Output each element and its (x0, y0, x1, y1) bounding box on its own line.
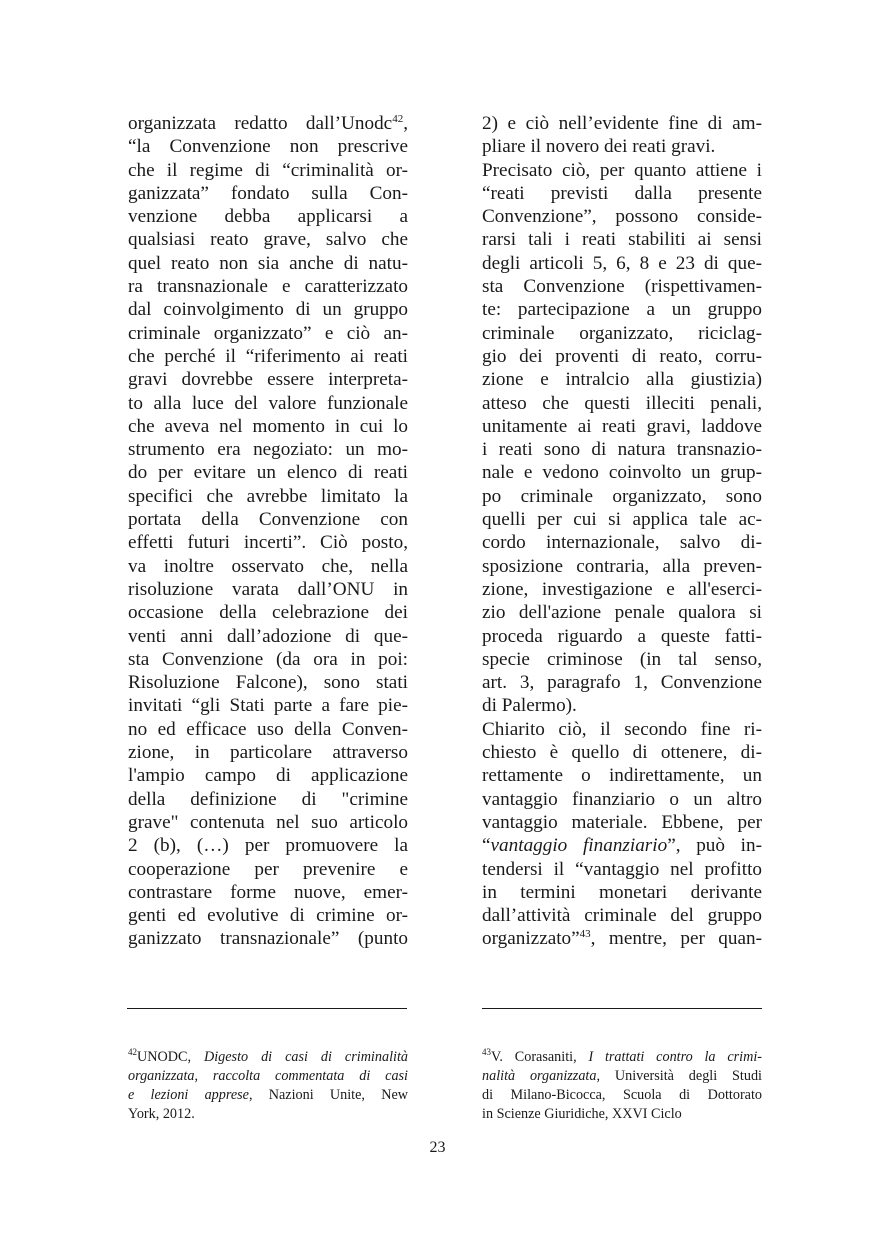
body-text-line: qualsiasi reato grave, salvo che (128, 229, 408, 251)
body-text-line: va inoltre osservato che, nella (128, 555, 408, 577)
body-text-line: sposizione contraria, alla preven- (482, 555, 762, 577)
footnote-line: $^{43}$V. Corasaniti, I trattati contro la crimi- (482, 1047, 762, 1065)
body-text-line: vantaggio materiale. Ebbene, per (482, 811, 762, 833)
body-text-line: della definizione di "crimine (128, 788, 408, 810)
body-text-line: unitamente ai reati gravi, laddove (482, 415, 762, 437)
italic-text: vantaggio finanziario (490, 835, 668, 857)
body-text-line: po criminale organizzato, sono (482, 485, 762, 507)
page-number: 23 (429, 1139, 446, 1156)
body-text-line: pliare il novero dei reati gravi. (482, 136, 716, 158)
body-text-line: rettamente o indirettamente, un (482, 765, 762, 787)
body-text-line: grave" contenuta nel suo articolo (128, 811, 408, 833)
body-text-line: sta Convenzione (rispettivamen- (482, 276, 762, 298)
body-text-line: degli articoli 5, 6, 8 e 23 di que- (482, 252, 762, 274)
body-text-line: organizzato”$^{43}$, mentre, per quan- (482, 928, 762, 950)
body-text-line: in termini monetari derivante (482, 881, 762, 903)
body-text-line: ra transnazionale e caratterizzato (128, 276, 408, 298)
footnote-43 (482, 1048, 762, 1124)
footnote-separator-right (482, 1008, 762, 1009)
body-text-line: 2) e ciò nell’evidente fine di am- (482, 113, 762, 134)
body-text-line: criminale organizzato, riciclag- (482, 322, 762, 344)
body-text-line: effetti futuri incerti”. Ciò posto, (128, 532, 408, 554)
body-column-left (128, 112, 408, 951)
footnote-line (128, 1067, 408, 1086)
body-text-line: to alla luce del valore funzionale (128, 392, 408, 414)
body-text-line: strumento era negoziato: un mo- (128, 439, 408, 461)
body-text-line: ganizzata” fondato sulla Con- (128, 182, 408, 204)
body-text-line: Chiarito ciò, il secondo fine ri- (482, 718, 762, 740)
footnote-reference[interactable]: 43 (579, 928, 591, 941)
body-text-line: Convenzione”, possono conside- (482, 206, 762, 228)
italic-text: I trattati contro la crimi- (588, 1049, 762, 1065)
italic-text: nalità organizzata (482, 1068, 597, 1084)
body-text-line: Precisato ciò, per quanto attiene i (482, 159, 762, 181)
body-text-line: criminale organizzato” e ciò an- (128, 322, 408, 344)
body-text-line: genti ed evolutive di crimine or- (128, 905, 408, 927)
body-column-right (482, 112, 762, 951)
body-text-line: ganizzato transnazionale” (punto (128, 928, 408, 950)
body-text-line: dall’attività criminale del gruppo (482, 905, 762, 927)
body-text-line: portata della Convenzione con (128, 509, 408, 531)
body-text-line: di Palermo). (482, 695, 577, 717)
body-text-line: specifici che avrebbe limitato la (128, 485, 408, 507)
footnote-line: in Scienze Giuridiche, XXVI Ciclo (482, 1106, 682, 1122)
footnote-separator-left (127, 1008, 407, 1009)
body-text-line: no ed efficace uso della Conven- (128, 718, 408, 740)
body-text-line: invitati “gli Stati parte a fare pie- (128, 695, 408, 717)
body-text-line: occasione della celebrazione dei (128, 602, 408, 624)
body-text-line: quel reato non sia anche di natu- (128, 252, 408, 274)
footnote-marker: 43 (482, 1047, 491, 1057)
body-text-line: vantaggio finanziario o un altro (482, 788, 762, 810)
body-text-line: cordo internazionale, salvo di- (482, 532, 762, 554)
body-text-line: che perché il “riferimento ai reati (128, 345, 408, 367)
body-text-line: rarsi tali i reati stabiliti ai sensi (482, 229, 762, 251)
body-text-line: quelli per cui si applica tale ac- (482, 509, 762, 531)
italic-text: Digesto di casi di criminalità (203, 1049, 408, 1065)
footnote-line: York, 2012. (128, 1106, 195, 1122)
body-text-line: zione, investigazione e all'eserci- (482, 578, 762, 600)
body-text-line: “la Convenzione non prescrive (128, 136, 408, 158)
body-text-line: i reati sono di natura transnazio- (482, 439, 762, 461)
body-text-line: che aveva nel momento in cui lo (128, 415, 408, 437)
body-text-line: specie criminose (in tal senso, (482, 648, 762, 670)
body-text-line: chiesto è quello di ottenere, di- (482, 742, 762, 764)
footnote-line: nalità organizzata, Università degli Studi (482, 1068, 762, 1084)
body-text-line: contrastare forme nuove, emer- (128, 881, 408, 903)
body-text-line: che il regime di “criminalità or- (128, 159, 408, 181)
body-text-line: venzione debba applicarsi a (128, 206, 408, 228)
body-text-line: organizzata redatto dall’Unodc$^{42}$, (128, 113, 408, 134)
body-text-line: dal coinvolgimento di un gruppo (128, 299, 408, 321)
body-text-line: art. 3, paragrafo 1, Convenzione (482, 672, 762, 694)
body-text-line: “vantaggio finanziario”, può in- (482, 835, 762, 857)
body-text-line: nale e vedono coinvolto un grup- (482, 462, 762, 484)
footnote-line: $^{42}$UNODC, Digesto di casi di criminalità (128, 1047, 408, 1065)
italic-text: organizzata, raccolta commentata di casi (128, 1068, 408, 1084)
body-text-line: 2 (b), (…) per promuovere la (128, 835, 408, 857)
footnote-reference[interactable]: 42 (392, 113, 404, 125)
body-text-line: “reati previsti dalla presente (482, 182, 762, 204)
body-text-line: gravi dovrebbe essere interpreta- (128, 369, 408, 391)
body-text-line: venti anni dall’adozione di que- (128, 625, 408, 647)
body-text-line: te: partecipazione a un gruppo (482, 299, 762, 321)
body-text-line: cooperazione per prevenire e (128, 858, 408, 880)
footnote-line: e lezioni apprese, Nazioni Unite, New (128, 1087, 408, 1103)
footnote-42 (128, 1048, 408, 1124)
body-text-line: sta Convenzione (da ora in poi: (128, 648, 408, 670)
body-text-line: tendersi il “vantaggio nel profitto (482, 858, 762, 880)
italic-text: e lezioni apprese (128, 1087, 249, 1103)
body-text-line: zione e intralcio alla giustizia) (482, 369, 762, 391)
body-text-line: zio dell'azione penale qualora si (482, 602, 762, 624)
footnote-line: di Milano-Bicocca, Scuola di Dottorato (482, 1087, 762, 1103)
body-text-line: proceda riguardo a queste fatti- (482, 625, 762, 647)
body-text-line: Risoluzione Falcone), sono stati (128, 672, 408, 694)
body-text-line: zione, in particolare attraverso (128, 742, 408, 764)
body-text-line: l'ampio campo di applicazione (128, 765, 408, 787)
footnote-marker: 42 (128, 1047, 137, 1057)
body-text-line: do per evitare un elenco di reati (128, 462, 408, 484)
body-text-line: atteso che questi illeciti penali, (482, 392, 762, 414)
body-text-line: gio dei proventi di reato, corru- (482, 345, 762, 367)
body-text-line: risoluzione varata dall’ONU in (128, 578, 408, 600)
